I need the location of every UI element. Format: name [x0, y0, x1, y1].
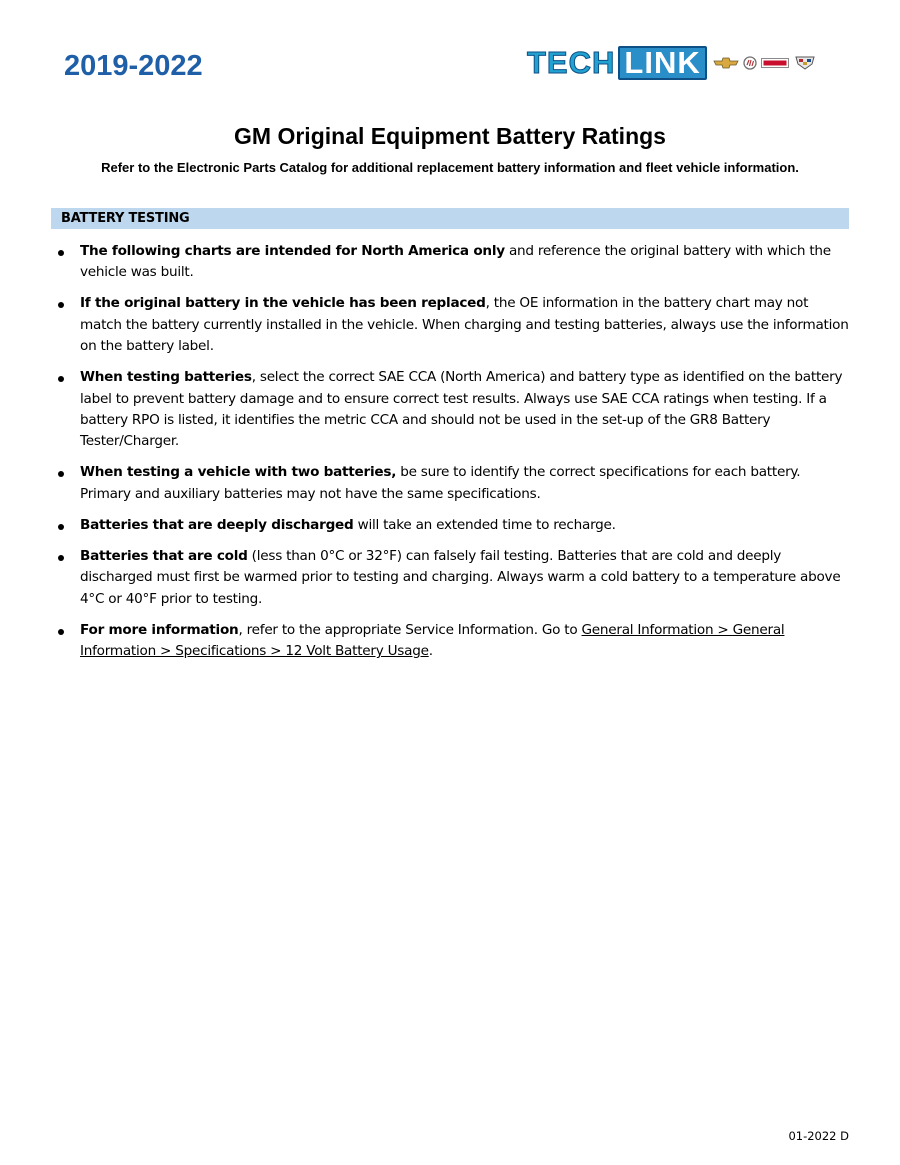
page-title: GM Original Equipment Battery Ratings [234, 123, 666, 149]
footer-code: 01-2022 D [788, 1129, 849, 1143]
bullet-end: . [428, 643, 433, 660]
gmc-icon [761, 57, 789, 69]
bullet-icon [58, 376, 64, 382]
bullet-bold: The following charts are intended for North America only [80, 243, 505, 259]
bullet-icon [58, 524, 64, 530]
bullet-icon [58, 555, 64, 561]
list-item [51, 367, 849, 453]
buick-icon [743, 56, 757, 70]
bullet-bold: When testing batteries [80, 369, 252, 386]
brand-icons [713, 56, 817, 70]
bullet-bold: Batteries that are deeply discharged [80, 516, 354, 533]
bullet-text: (less than 0°C or 32°F) can falsely fail testing. Batteries that are cold and deeply discharged must first be warmed prior to testing and charging. Always warm a cold battery to a temperature above 4°C or 40°F prior to testing. [80, 547, 841, 607]
year-range: 2019-2022 [64, 50, 203, 82]
bullet-text: and reference the original battery with which the vehicle was built. [80, 243, 831, 281]
bullet-text: be sure to identify the correct specifications for each battery. Primary and auxiliary batteries may not have the same specifications. [80, 464, 801, 502]
list-item [51, 620, 849, 663]
service-info-link[interactable]: General Information > General Information > Specifications > 12 Volt Battery Usage [80, 621, 785, 660]
bullet-list [51, 241, 849, 672]
bullet-text: , refer to the appropriate Service Information. Go to [238, 621, 582, 638]
page-subtitle: Refer to the Electronic Parts Catalog for additional replacement battery information and fleet vehicle information. [101, 160, 799, 175]
bullet-bold: When testing a vehicle with two batteries, [80, 464, 397, 481]
techlink-logo [527, 46, 817, 80]
list-item [51, 293, 849, 357]
bullet-icon [58, 302, 64, 308]
section-heading: BATTERY TESTING [51, 208, 849, 229]
bullet-icon [58, 629, 64, 635]
list-item [51, 241, 849, 284]
logo-tech-text: TECH [527, 45, 616, 80]
bullet-bold: Batteries that are cold [80, 547, 248, 564]
chevrolet-icon [713, 57, 739, 69]
cadillac-icon [793, 56, 817, 70]
list-item [51, 515, 849, 536]
list-item [51, 546, 849, 610]
bullet-icon [58, 471, 64, 477]
bullet-bold: For more information [80, 621, 239, 638]
bullet-text: , the OE information in the battery chart may not match the battery currently installed in the vehicle. When charging and testing batteries, always use the information on the battery label. [80, 295, 849, 355]
bullet-bold: If the original battery in the vehicle has been replaced [80, 295, 486, 312]
list-item [51, 462, 849, 505]
bullet-icon [58, 250, 64, 256]
bullet-text: , select the correct SAE CCA (North America) and battery type as identified on the battery label to prevent battery damage and to ensure correct test results. Always use SAE CCA ratings when testing. If a battery RPO is listed, it identifies the metric CCA and should not be used in the set-up of the GR8 Battery Tester/Charger. [80, 369, 843, 450]
bullet-text: will take an extended time to recharge. [353, 516, 616, 533]
logo-link-text: LINK [618, 46, 706, 80]
